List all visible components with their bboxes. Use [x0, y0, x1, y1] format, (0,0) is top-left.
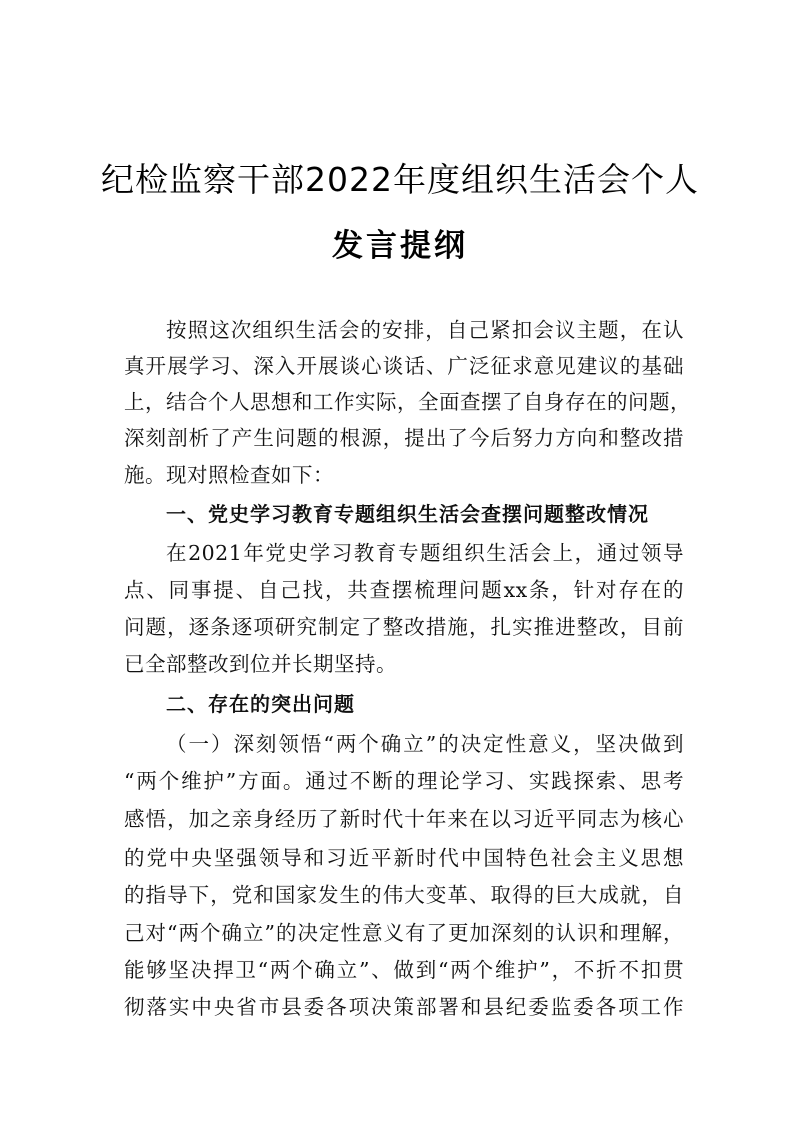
paragraph-line: 己对“两个确立”的决定性意义有了更加深刻的认识和理解，: [124, 921, 684, 945]
document-title-line2: 发言提纲: [332, 228, 468, 264]
document-title-line1: 纪检监察干部2022年度组织生活会个人: [101, 160, 699, 199]
section-heading: 一、党史学习教育专题组织生活会查摆问题整改情况: [166, 502, 649, 526]
paragraph-line: 感悟，加之亲身经历了新时代十年来在以习近平同志为核心: [124, 807, 684, 831]
paragraph-line: 问题，逐条逐项研究制定了整改措施，扎实推进整改，目前: [124, 615, 684, 639]
paragraph-line: 已全部整改到位并长期坚持。: [124, 652, 397, 676]
paragraph-line: 能够坚决捍卫“两个确立”、做到“两个维护”，不折不扣贯: [124, 958, 684, 982]
paragraph-line: 彻落实中央省市县委各项决策部署和县纪委监委各项工作: [124, 995, 684, 1019]
paragraph-line: 按照这次组织生活会的安排，自己紧扣会议主题，在认: [166, 318, 684, 342]
paragraph-line: 施。现对照检查如下：: [124, 463, 334, 487]
paragraph-line: “两个维护”方面。通过不断的理论学习、实践探索、思考: [124, 769, 684, 793]
paragraph-line: 在2021年党史学习教育专题组织生活会上，通过领导: [166, 541, 684, 565]
paragraph-line: （一）深刻领悟“两个确立”的决定性意义，坚决做到: [166, 732, 684, 756]
paragraph-line: 真开展学习、深入开展谈心谈话、广泛征求意见建议的基础: [124, 354, 684, 378]
paragraph-line: 上，结合个人思想和工作实际，全面查摆了自身存在的问题，: [124, 390, 691, 414]
paragraph-line: 点、同事提、自己找，共查摆梳理问题xx条，针对存在的: [124, 578, 684, 602]
paragraph-line: 的党中央坚强领导和习近平新时代中国特色社会主义思想: [124, 846, 684, 870]
section-heading: 二、存在的突出问题: [166, 692, 355, 716]
paragraph-line: 深刻剖析了产生问题的根源，提出了今后努力方向和整改措: [124, 426, 684, 450]
paragraph-line: 的指导下，党和国家发生的伟大变革、取得的巨大成就，自: [124, 883, 684, 907]
